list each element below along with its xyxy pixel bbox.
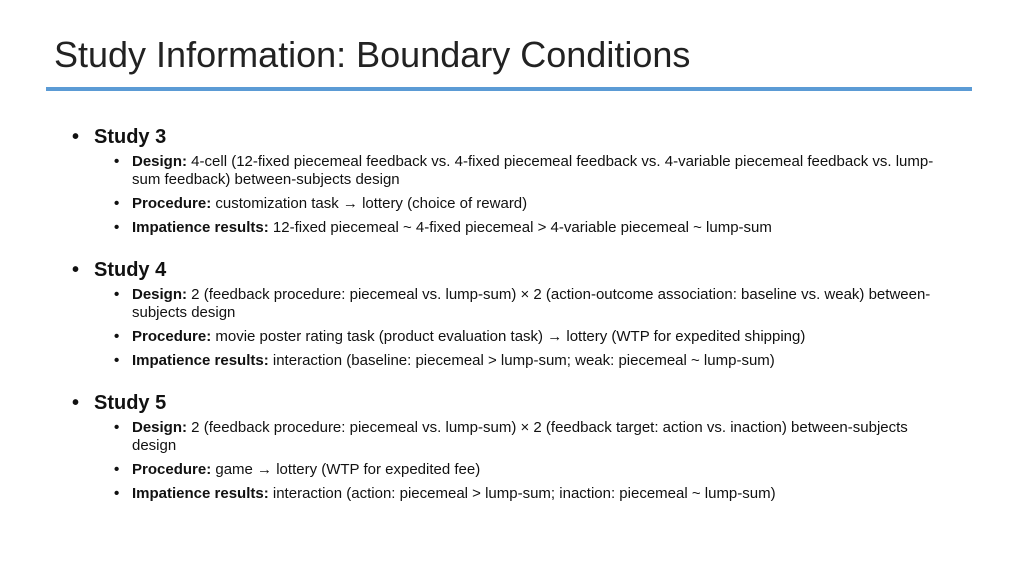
study-name: Study 3 (94, 126, 167, 148)
design-item (114, 286, 952, 322)
slide-content (72, 124, 952, 523)
study-heading (72, 257, 952, 283)
bullet-icon: • (72, 259, 80, 281)
study-name: Study 4 (94, 259, 167, 281)
bullet-icon: • (114, 461, 120, 478)
design-item (114, 153, 952, 189)
item-label: Design: (132, 286, 188, 303)
item-text: 12-fixed piecemeal ~ 4-fixed piecemeal > 4-variable piecemeal ~ lump-sum (268, 219, 772, 236)
item-text: game → lottery (WTP for expedited fee) (211, 461, 481, 478)
item-text: interaction (action: piecemeal > lump-sum; inaction: piecemeal ~ lump-sum) (268, 485, 776, 502)
study-block (72, 257, 952, 370)
item-label: Impatience results: (132, 485, 269, 502)
bullet-icon: • (114, 195, 120, 212)
bullet-icon: • (72, 126, 80, 148)
study-block (72, 390, 952, 503)
bullet-icon: • (114, 328, 120, 345)
item-text: 2 (feedback procedure: piecemeal vs. lump-sum) × 2 (feedback target: action vs. inaction) between-subjects design (132, 419, 908, 454)
study-block (72, 124, 952, 237)
slide-title: Study Information: Boundary Conditions (54, 34, 691, 75)
item-label: Procedure: (132, 461, 212, 478)
bullet-icon: • (114, 286, 120, 303)
bullet-icon: • (114, 219, 120, 236)
item-label: Impatience results: (132, 352, 269, 369)
bullet-icon: • (114, 352, 120, 369)
bullet-icon: • (114, 153, 120, 170)
item-label: Procedure: (132, 328, 212, 345)
item-text: interaction (baseline: piecemeal > lump-sum; weak: piecemeal ~ lump-sum) (268, 352, 775, 369)
item-label: Impatience results: (132, 219, 269, 236)
design-item (114, 419, 952, 455)
item-label: Procedure: (132, 195, 212, 212)
study-detail-list (72, 286, 952, 370)
item-text: 2 (feedback procedure: piecemeal vs. lump-sum) × 2 (action-outcome association: baseline vs. weak) between-subjects design (132, 286, 931, 321)
bullet-icon: • (114, 485, 120, 502)
bullet-icon: • (72, 392, 80, 414)
results-item (114, 219, 952, 237)
item-text: 4-cell (12-fixed piecemeal feedback vs. 4-fixed piecemeal feedback vs. 4-variable piecemeal feedback vs. lump-sum feedback) between-subjects design (132, 153, 934, 188)
item-text: movie poster rating task (product evaluation task) → lottery (WTP for expedited shipping) (211, 328, 806, 345)
study-heading (72, 390, 952, 416)
study-detail-list (72, 419, 952, 503)
results-item (114, 352, 952, 370)
procedure-item (114, 328, 952, 346)
procedure-item (114, 195, 952, 213)
title-divider (46, 87, 972, 91)
procedure-item (114, 461, 952, 479)
study-name: Study 5 (94, 392, 167, 414)
item-label: Design: (132, 153, 188, 170)
study-detail-list (72, 153, 952, 237)
study-heading (72, 124, 952, 150)
item-label: Design: (132, 419, 188, 436)
item-text: customization task → lottery (choice of reward) (211, 195, 528, 212)
bullet-icon: • (114, 419, 120, 436)
results-item (114, 485, 952, 503)
